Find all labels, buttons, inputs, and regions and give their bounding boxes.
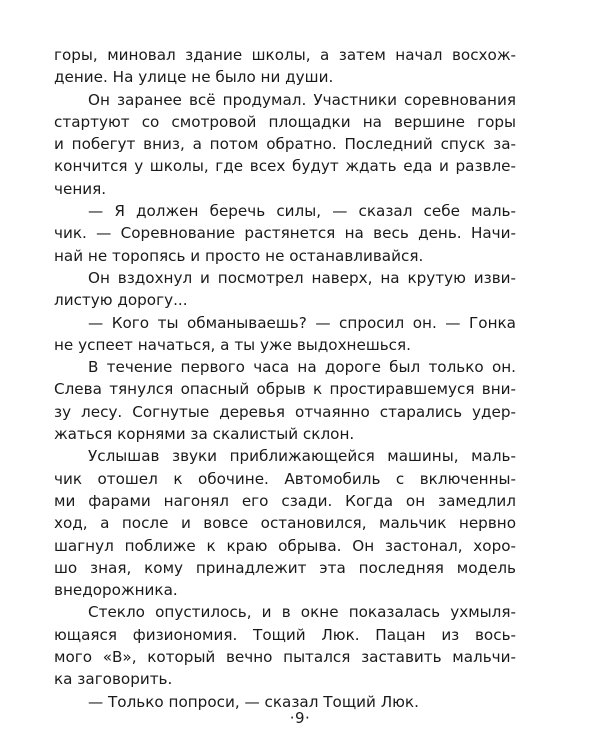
text-line: кончится у школы, где всех будут ждать еда и развле- bbox=[54, 157, 516, 176]
text-line: ми фарами нагонял его сзади. Когда он замедлил bbox=[54, 491, 516, 510]
text-line: горы, миновал здание школы, а затем начал восхож- bbox=[54, 46, 516, 64]
paragraph bbox=[54, 356, 516, 445]
text-line: ка заговорить. bbox=[54, 670, 173, 689]
text-line: Он вздохнул и посмотрел наверх, на крутую изви- bbox=[88, 268, 516, 287]
text-line: чик. — Соревнование растянется на весь день. Начи- bbox=[54, 224, 516, 243]
text-line: дение. На улице не было ни души. bbox=[54, 68, 334, 87]
text-line: зу лесу. Согнутые деревья отчаянно старались удер- bbox=[54, 402, 516, 421]
text-line: листую дорогу... bbox=[54, 291, 188, 310]
paragraph bbox=[54, 89, 516, 200]
text-line: Он заранее всё продумал. Участники соревнования bbox=[88, 90, 516, 109]
paragraph bbox=[54, 312, 516, 357]
text-line: ющаяся физиономия. Тощий Люк. Пацан из вось- bbox=[54, 625, 516, 644]
text-line: чения. bbox=[54, 179, 107, 198]
text-line: внедорожника. bbox=[54, 581, 178, 600]
paragraph bbox=[54, 267, 516, 312]
text-line: ход, а после и вовсе остановился, мальчик нервно bbox=[54, 514, 516, 533]
paragraph bbox=[54, 601, 516, 690]
text-line: чик отошел к обочине. Автомобиль с включенны- bbox=[54, 469, 516, 488]
text-line: шо зная, кому принадлежит эта последняя модель bbox=[54, 558, 516, 577]
text-line: Слева тянулся опасный обрыв к простиравшемуся вни- bbox=[54, 380, 516, 399]
paragraph bbox=[54, 44, 516, 89]
text-line: Стекло опустилось, и в окне показалась ухмыля- bbox=[88, 603, 516, 622]
text-line: стартуют со смотровой площадки на вершине горы bbox=[54, 112, 516, 131]
page-number: ·9· bbox=[289, 709, 311, 727]
text-line: жаться корнями за скалистый склон. bbox=[54, 425, 355, 444]
text-line: мого «В», который вечно пытался заставить мальчи- bbox=[54, 648, 516, 667]
text-line: — Я должен беречь силы, — сказал себе маль- bbox=[88, 202, 516, 221]
text-line: — Кого ты обманываешь? — спросил он. — Гонка bbox=[88, 313, 516, 332]
text-line: шагнул поближе к краю обрыва. Он застонал, хоро- bbox=[54, 536, 516, 555]
text-line: не успеет начаться, а ты уже выдохнешься. bbox=[54, 335, 411, 354]
text-line: и побегут вниз, а потом обратно. Последний спуск за- bbox=[54, 135, 516, 154]
paragraph bbox=[54, 200, 516, 267]
text-line: — Только попроси, — сказал Тощий Люк. bbox=[88, 692, 419, 711]
text-line: най не торопясь и просто не останавливайся. bbox=[54, 246, 424, 265]
text-body bbox=[54, 44, 516, 713]
paragraph bbox=[54, 445, 516, 601]
text-line: В течение первого часа на дороге был только он. bbox=[88, 358, 516, 377]
text-line: Услышав звуки приближающейся машины, маль- bbox=[88, 447, 516, 466]
